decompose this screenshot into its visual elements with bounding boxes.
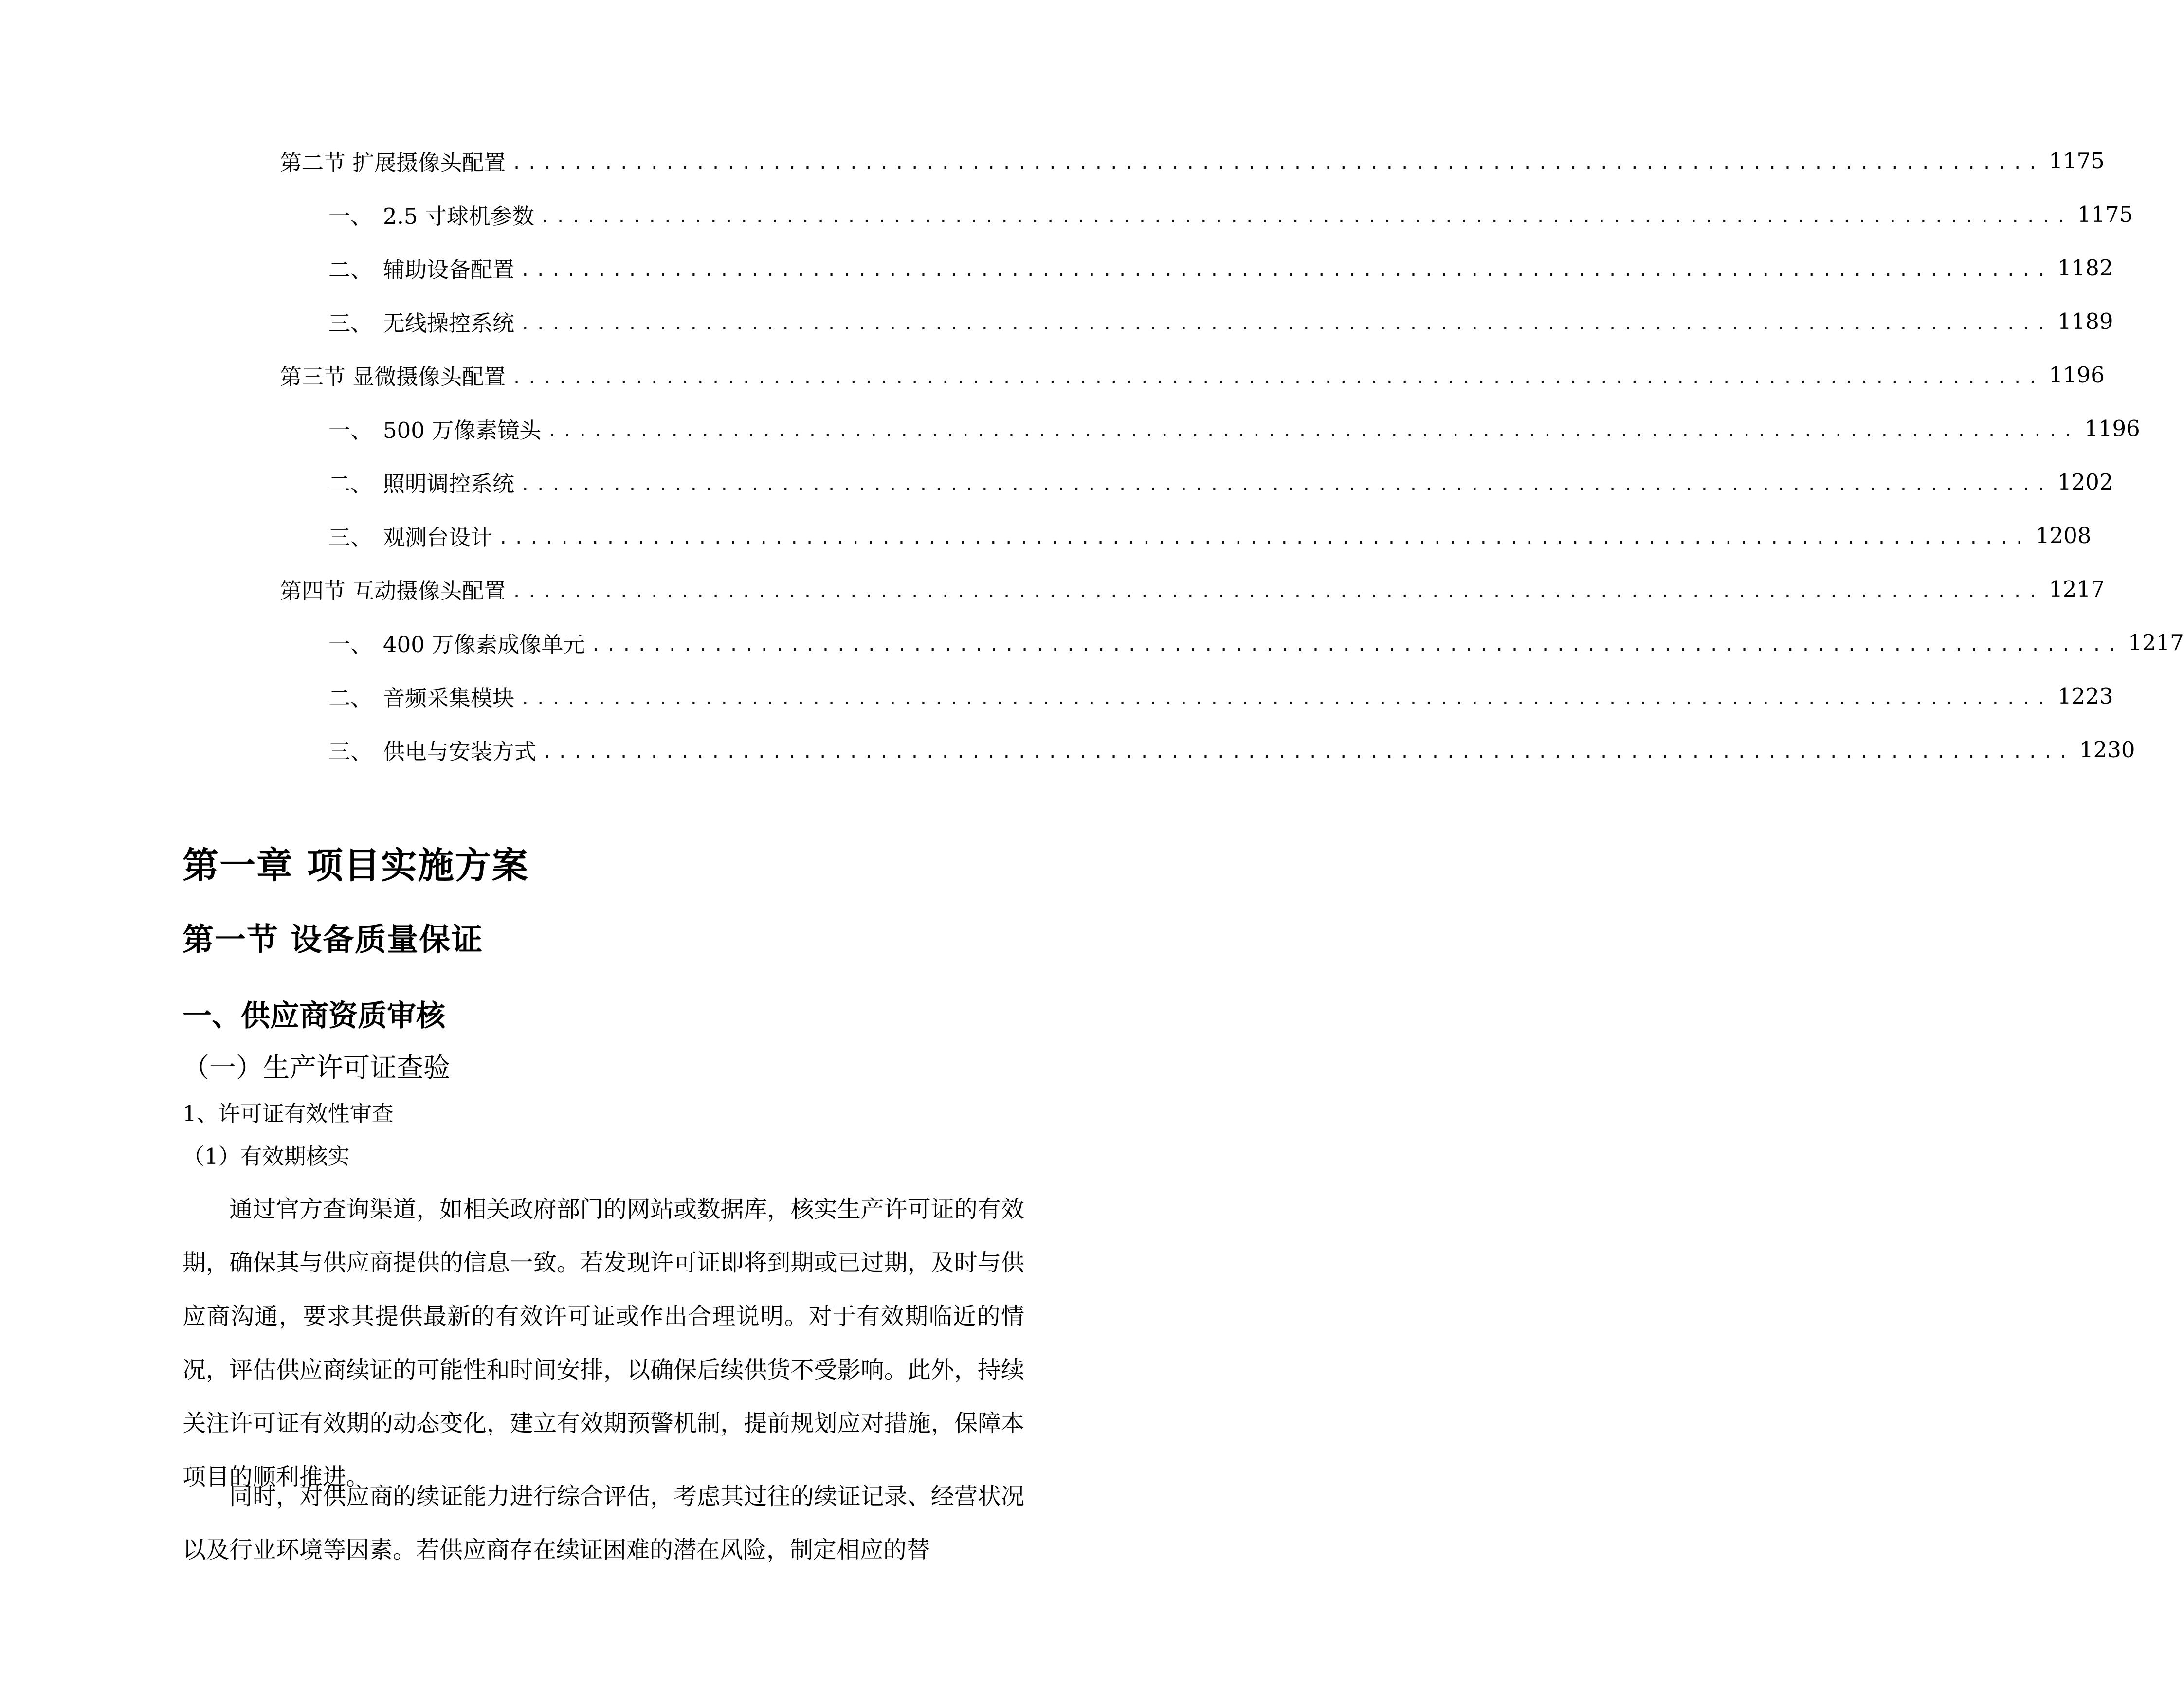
- subsection-heading: 一、供应商资质审核: [182, 999, 445, 1033]
- section-heading: 第一节 设备质量保证: [182, 922, 484, 958]
- toc-entry-label: [328, 306, 514, 337]
- toc-entry-page: 1230: [2079, 736, 2135, 763]
- toc-entry-number: 二、: [328, 685, 373, 711]
- toc-entry[interactable]: [280, 134, 2105, 187]
- toc-entry[interactable]: [280, 562, 2105, 616]
- toc-entry-number: 三、: [328, 310, 373, 336]
- toc-entry-page: 1182: [2057, 254, 2113, 281]
- chapter-heading: 第一章 项目实施方案: [182, 845, 529, 887]
- toc-entry[interactable]: [328, 241, 2113, 294]
- toc-leader-dots: ....................................................................................................: [498, 528, 2030, 548]
- toc-leader-dots: ....................................................................................................: [511, 368, 2043, 387]
- toc-entry[interactable]: [328, 401, 2140, 455]
- toc-entry-label: 第三节 显微摄像头配置: [280, 363, 506, 390]
- toc-entry[interactable]: [328, 669, 2113, 723]
- toc-entry-label: [328, 680, 514, 712]
- toc-leader-dots: ....................................................................................................: [520, 689, 2052, 708]
- toc-entry[interactable]: [328, 455, 2113, 508]
- toc-entry[interactable]: [328, 187, 2133, 241]
- toc-entry-page: 1175: [2049, 147, 2105, 174]
- toc-entry[interactable]: [280, 348, 2105, 401]
- toc-entry-title: 观测台设计: [383, 524, 493, 550]
- toc-entry[interactable]: [328, 294, 2113, 348]
- toc-entry-label: [328, 734, 536, 765]
- toc-entry-title: 2.5 寸球机参数: [383, 203, 534, 229]
- toc-entry[interactable]: [328, 723, 2135, 776]
- toc-entry-page: 1196: [2084, 415, 2140, 441]
- toc-leader-dots: ....................................................................................................: [591, 636, 2123, 655]
- toc-entry-title: 供电与安装方式: [383, 738, 537, 764]
- point-heading: （1）有效期核实: [182, 1144, 350, 1169]
- toc-entry-page: 1196: [2049, 362, 2105, 388]
- toc-entry-title: 无线操控系统: [383, 310, 515, 336]
- toc-leader-dots: ....................................................................................................: [520, 475, 2052, 494]
- toc-entry-number: 一、: [328, 203, 373, 229]
- toc-entry-label: [328, 252, 514, 284]
- toc-entry-title: 音频采集模块: [383, 685, 515, 711]
- toc-entry-label: [328, 199, 534, 230]
- toc-entry-page: 1189: [2057, 308, 2113, 334]
- toc-entry[interactable]: [328, 616, 2184, 669]
- toc-leader-dots: ....................................................................................................: [542, 743, 2074, 762]
- body-paragraph: 同时，对供应商的续证能力进行综合评估，考虑其过往的续证记录、经营状况以及行业环境等因素。若供应商存在续证困难的潜在风险，制定相应的替: [182, 1483, 1024, 1563]
- toc-leader-dots: ....................................................................................................: [547, 421, 2079, 441]
- toc-entry-label: 第四节 互动摄像头配置: [280, 578, 506, 604]
- toc-leader-dots: ....................................................................................................: [511, 582, 2043, 601]
- toc-entry-page: 1217: [2128, 629, 2184, 655]
- toc-entry-page: 1202: [2057, 469, 2113, 495]
- toc-entry-title: 辅助设备配置: [383, 256, 515, 283]
- toc-leader-dots: ....................................................................................................: [511, 154, 2043, 173]
- toc-entry[interactable]: [328, 508, 2092, 562]
- toc-entry-number: 一、: [328, 631, 373, 657]
- toc-entry-number: 三、: [328, 738, 373, 764]
- toc-entry-number: 三、: [328, 524, 373, 550]
- toc-leader-dots: ....................................................................................................: [520, 314, 2052, 334]
- toc-entry-title: 400 万像素成像单元: [383, 631, 585, 657]
- toc-entry-page: 1223: [2057, 683, 2113, 709]
- toc-entry-label: [328, 627, 585, 658]
- toc-entry-page: 1175: [2077, 201, 2133, 227]
- toc-entry-page: 1208: [2036, 522, 2092, 548]
- body-paragraph: 通过官方查询渠道，如相关政府部门的网站或数据库，核实生产许可证的有效期，确保其与供应商提供的信息一致。若发现许可证即将到期或已过期，及时与供应商沟通，要求其提供最新的有效许可证或作出合理说明。对于有效期临近的情况，评估供应商续证的可能性和时间安排，以确保后续供货不受影响。此外，持续关注许可证有效期的动态变化，建立有效期预警机制，提前规划应对措施，保障本项目的顺利推进。: [182, 1196, 1024, 1490]
- toc-entry-label: [328, 520, 492, 551]
- toc-leader-dots: ....................................................................................................: [520, 261, 2052, 280]
- toc-entry-label: [328, 413, 541, 444]
- toc-entry-number: 二、: [328, 471, 373, 497]
- toc-entry-title: 照明调控系统: [383, 471, 515, 497]
- toc-leader-dots: ....................................................................................................: [540, 207, 2072, 227]
- subitem-heading: 1、许可证有效性审查: [182, 1101, 394, 1126]
- toc-entry-number: 一、: [328, 417, 373, 443]
- toc-entry-number: 二、: [328, 256, 373, 283]
- toc-entry-label: [328, 466, 514, 498]
- toc-entry-title: 500 万像素镜头: [383, 417, 542, 443]
- toc-entry-page: 1217: [2049, 576, 2105, 602]
- toc-entry-label: 第二节 扩展摄像头配置: [280, 149, 506, 176]
- item-heading: （一）生产许可证查验: [182, 1052, 451, 1083]
